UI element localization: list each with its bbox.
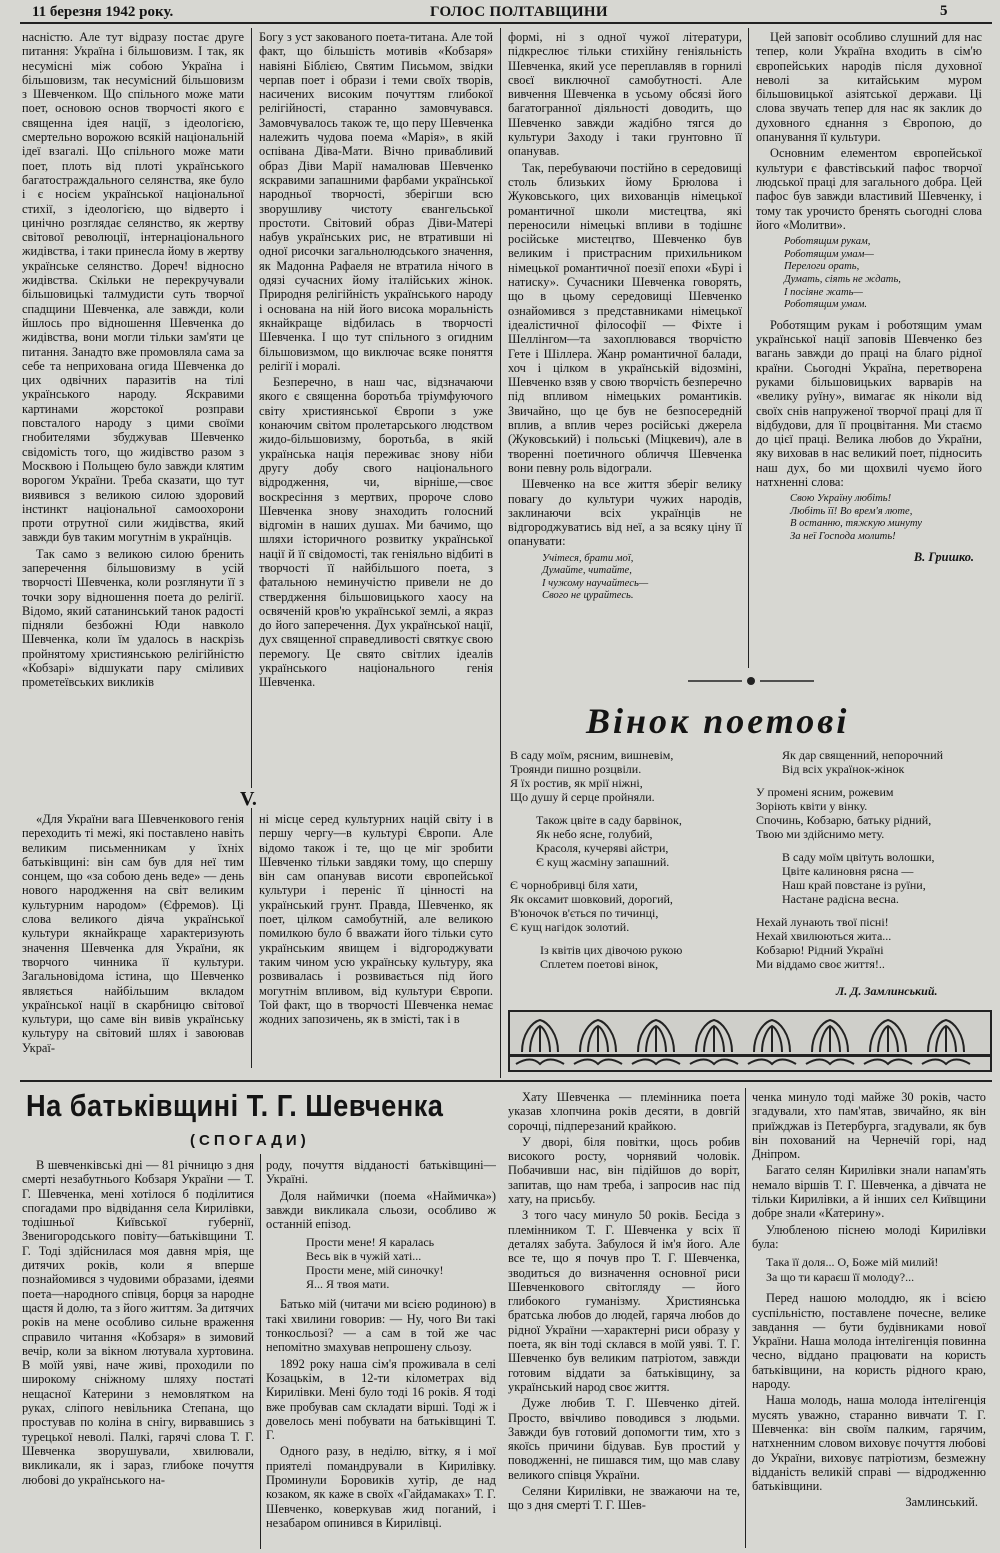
paragraph: роду, почуття відданості батьківщині—Україні.: [266, 1158, 496, 1187]
verse-line: Є кущ нагідок золотий.: [510, 920, 630, 934]
verse-line: Любіть її! Во врем'я люте,: [790, 505, 913, 517]
verse-line: Думайте, читайте,: [542, 565, 632, 577]
paragraph: Хату Шевченка — племінника поета указав хлопчина років десяти, в довгій сорочці, підперезаний крайкою.: [508, 1090, 740, 1133]
column-divider: [251, 808, 252, 1068]
article-column-3: [508, 30, 742, 670]
verse-line: Перелоги орать,: [784, 261, 860, 273]
verse-line: Така її доля... О, Боже мій милий!: [766, 1255, 939, 1270]
verse-line: Твою ми здійснимо мету.: [756, 827, 885, 841]
paragraph: Шевченко на все життя зберіг велику повагу до культури чужих народів, заклинаючи всіх українців не відгороджуватись від неї, а за всяку ціну її опанувати:: [508, 477, 742, 549]
verse-line: В саду моїм, рясним, вишневім,: [510, 748, 674, 762]
paragraph: Перед нашою молоддю, як і всією суспільністю, поставлене почесне, велике завдання — бути будівниками нової України. Наша молода інтелігенція повинна чесно, віддано працювати на користь батьківщини, на користь рідного краю, народу.: [752, 1291, 986, 1392]
section-divider: [20, 1080, 992, 1082]
verse-line: Зоріють квіти у вінку.: [756, 799, 868, 813]
issue-date: 11 березня 1942 року.: [32, 4, 174, 20]
verse-line: Як дар священний, непорочний: [782, 748, 944, 762]
paragraph: Основним елементом європейської культури є фавстівський пафос творчої людської праці для загального добра. Цей пафос був завжди властивий Шевченку, і тому так урочисто бренять сьогодні слова його «Молитви».: [756, 146, 982, 232]
verse-line: Спочинь, Кобзарю, батьку рідний,: [756, 813, 932, 827]
column-divider: [500, 28, 501, 1078]
column-divider: [251, 28, 252, 788]
poem-right-column: [756, 748, 943, 971]
verse-line: Настане радісна весна.: [782, 892, 899, 906]
paragraph: «Для України вага Шевченкового генія переходить ті межі, які поставлено навіть великим письменникам у їхніх батьківщині: він сам був для неї тим сонцем, що «за собою день веде» — день нового народження на світ великим культурним народом» (Єфремов). Ці слова великого діяча української культури якнайкраще характеризують значення Шевченка для України, як творчого чинника її культури. Загальновідома істина, що Шевченко являється найбільшим вкладом української нації в скарбницю світової культури, що саме він вивів українську культуру на світовий шлях і завоював Украї-: [22, 812, 244, 1055]
paragraph: Цей заповіт особливо слушний для нас тепер, коли Україна входить в сім'ю європейських народів після духовної неволі за китайським муром більшовицької азіятської держави. Ці слова звучать тепер для нас як заклик до духовного єднання з Європою, до опанування її культури.: [756, 30, 982, 145]
verse-line: В саду моїм цвітуть волошки,: [782, 850, 935, 864]
memoir-column-1: [22, 1158, 254, 1551]
verse-line: Роботящим умам—: [784, 248, 874, 260]
paragraph: ні місце серед культурних націй світу і в першу чергу—в культурі Європи. Але відомо також і те, що це міг зробити Шевченко тільки завдяки тому, що спершу він сам опанував висоти європейської культури і переніс її цінності на український грунт. Правда, Шевченко, як поет, цілком самобутній, але великою помилкою було б вважати його тільки суто українським явищем і відгороджувати таким чином усю українську культуру, яка розвивалась і розвивається під його могутнім впливом, від культури Європи. Той факт, що в творчості Шевченка немає жодних запозичень, як в змісті, так і в: [259, 812, 493, 1027]
paragraph: Батько мій (читачи ми всією родиною) в такі хвилини говорив: — Ну, чого Ви такі тонкосльозі? — а сам в той же час непомітно змахував непрошену сльозу.: [266, 1297, 496, 1355]
paragraph: У дворі, біля повітки, щось робив високого росту, чорнявий чоловік. Побачивши нас, він підійшов до воріт, запитав, що нам треба, і запросив нас під хату, на присьбу.: [508, 1134, 740, 1207]
verse-line: Весь вік в чужій хаті...: [306, 1249, 422, 1264]
verse-line: Також цвіте в саду барвінок,: [536, 813, 682, 827]
verse-line: Ми віддамо своє життя!..: [756, 957, 885, 971]
memoir-column-2: [266, 1158, 496, 1551]
memoir-column-3: [508, 1090, 740, 1551]
verse-line: Нехай хвилюються жита...: [756, 929, 892, 943]
verse-line: Свого не цурайтесь.: [542, 590, 634, 602]
poem-title: Вінок поетові: [586, 701, 850, 741]
article-column-2: [259, 30, 493, 790]
verse-line: Від всіх українок-жінок: [782, 762, 905, 776]
paragraph: Багато селян Кирилівки знали напам'ять немало віршів Т. Г. Шевченка, а дівчата не тільки Кирилівки, а й інших сел Київщини добре знали «Катерину».: [752, 1163, 986, 1221]
verse-line: Троянди пишно розцвіли.: [510, 762, 642, 776]
paragraph: Так, перебуваючи постійно в середовищі столь близьких йому Брюлова і Жуковського, цих вихованців німецької романтичної школи мистецтва, які переносили німецькі впливи в тодішнє російське мистецтво, Шевченко був великим і пристрасним прихильником німецької романтичної поезії епохи «Бурі і натиску». Сучасники Шевченка говорять, що в цьому середовищі Шевченко ознайомився з представниками німецької ідеалістичної філософії — Фіхте і Шеллінгом—та захоплювався творчістю Гете і Шіллера. Жанр романтичної балади, хоч і цілком в українській відозміні, Шевченко взяв у свою творчість безперечно під впливом німецьких романтиків. Звичайно, що це був не безпосередній вплив, а вплив через російські джерела (Жуковський) і польські (Міцкевич), але в творенні поетичного обличчя Шевченка вони певну роль відограли.: [508, 160, 742, 475]
verse-line: Прости мене! Я каралась: [306, 1235, 435, 1250]
author-signature: Замлинський.: [905, 1495, 978, 1510]
paragraph: 1892 року наша сім'я проживала в селі Козацькім, в 12-ти кілометрах від Кирилівки. Мені було тоді 16 років. Я тоді вже пробував сам складати вірші. Тоді ж і довелось мені побувати на батьківщині Т. Г.: [266, 1356, 496, 1443]
article-column-4: [756, 30, 982, 680]
quoted-verse: [784, 236, 982, 312]
verse-line: Свою Україну любіть!: [790, 493, 892, 505]
poem-signature: Л. Д. Замлинський.: [836, 984, 938, 998]
paragraph: Богу з уст закованого поета-титана. Але той факт, що більшість мотивів «Кобзаря» навіяні Біблією, Святим Письмом, звідки черпав поет і образи і теми своїх творів, насичених високим почуттям глибокої релігійності, старанно замовчувався. Замовчувалось також те, що перу Шевченка належить чудова поема «Марія», в якій оспівана Діва-Мати. Вічно привабливий образ Діви Марії намалював Шевченко яскравими запашними фарбами української народньої творчості, зберігши всю зворушливу чистоту євангельської простоти. Світовий образ Діви-Матері набув українських рис, не втративши ні одної рисочки загальнолюдського значення, як Мадонна Рафаеля не втратила нічого в одязі сучасних йому італійських жінок. Природня релігійність українського народу і основана на ній його висока моральність якнайкраще відбилась в творчості Шевченка. І що тут спільного з огидним більшовизмом, що виключає всяке поняття релігії і моралі.: [259, 30, 493, 373]
paragraph: Дуже любив Т. Г. Шевченко дітей. Просто, ввічливо поводився з людьми. Завжди був готовий допомогти тим, хто з якоїсь причини бідував. Був простий у поводженні, не пишався тим, що мав славу великого співця України.: [508, 1396, 740, 1482]
verse-line: Наш край повстане із руїни,: [782, 878, 926, 892]
paragraph: Улюбленою піснею молоді Кирилівки була:: [752, 1222, 986, 1251]
verse-line: Є кущ жасміну запашний.: [536, 855, 670, 869]
verse-line: Красоля, кучеряві айстри,: [536, 841, 669, 855]
paragraph: З того часу минуло 50 років. Бесіда з племінником Т. Г. Шевченка у всіх її деталях забута. Забулося й ім'я його. Але все те, що я почув про Т. Г. Шевченка, зводиться до визначення основної риси Шевченкового світогляду — його глибокого гуманізму. Християнська братська любов до людей, гаряча любов до рідної України —характерні риси образу у поета, як він тоді склався в моїй уяві. Т. Г. Шевченко був великим патріотом, завжди готовим віддати за батьківщину, за український народ своє життя.: [508, 1208, 740, 1394]
verse-line: І чужому научайтесь—: [542, 577, 649, 589]
verse-line: Я їх ростив, як мрії ніжні,: [510, 776, 643, 790]
verse-line: Що душу й серце пройняли.: [510, 790, 655, 804]
verse-line: Цвіте калиновня рясна —: [782, 864, 914, 878]
paragraph: Доля наймички (поема «Наймичка») завжди викликала сльози, особливо ж останній епізод.: [266, 1188, 496, 1232]
verse-line: За неї Господа молить!: [790, 531, 896, 543]
paragraph: Роботящим рукам і роботящим умам української нації заповів Шевченко без вагань завжди до праці на благо рідної країни. Сьогодні Україна, перетворена руками більшовицьких варварів на «велику руїну», вимагає як ніколи від своїх снів напруженої творчої праці для її відбудови, для її процвітання. Ми стаємо до цієї праці. Велика любов до України, яку виховав в нас великий поет, підносить наш дух, бо ми щохвилі чуємо його натхненні слова:: [756, 317, 982, 489]
verse-line: Із квітів цих дівочою рукою: [540, 943, 683, 957]
paragraph: Одного разу, в неділю, вітку, я і мої приятелі помандрували в Кирилівку. Проминули Боровиків хутір, де над козаком, як каже в своїх «Гайдамаках» Т. Г. Шевченко, коверкував жид поганий, і незабаром опинився в Кирилівці.: [266, 1444, 496, 1530]
quoted-verse: [542, 553, 742, 603]
page-number: 5: [940, 3, 948, 19]
verse-line: Думать, сіять не ждать,: [784, 273, 901, 285]
verse-line: Учітеся, брати мої,: [542, 552, 634, 564]
newspaper-title: ГОЛОС ПОЛТАВЩИНИ: [430, 4, 608, 20]
paragraph: формі, ні з одної чужої літератури, підкреслює тільки стихійну геніяльність Шевченка, який усе переплавляв в горнилі своєї виключної самобутності. Але вивчення Шевченка в усьому обсязі його багатогранної діяльності доводить, що Шевченко завжди жадібно тягся до культури Заходу і таки грунтовно її опанував.: [508, 30, 742, 159]
paragraph: Наша молодь, наша молода інтелігенція мусять уважно, старанно вивчати Т. Г. Шевченка: він своїм палким, гарячим, натхненним словом виховує почуття любові до України, виховує патріотизм, безмежну відданість великій справі — відродженню батьківщини.: [752, 1393, 986, 1494]
verse-line: Кобзарю! Рідний Україні: [756, 943, 884, 957]
verse-line: В останню, тяжкую минуту: [790, 518, 922, 530]
poem-left-column: [510, 748, 682, 971]
paragraph: ченка минуло тоді майже 30 років, часто згадували, хто пам'ятав, звичайно, як він приїжджав із Петербурга, згадували, як був він похований на Чернечій горі, над Дніпром.: [752, 1090, 986, 1162]
quoted-verse: [306, 1235, 496, 1291]
article-title: На батьківщині Т. Г. Шевченка: [26, 1088, 444, 1123]
header-rule: [20, 22, 992, 24]
verse-line: В'юночок в'ється по тичинці,: [510, 906, 659, 920]
quoted-verse: [766, 1255, 986, 1285]
author-signature: В. Гришко.: [913, 549, 974, 564]
section-v-column-2: [259, 812, 493, 1067]
column-divider: [748, 28, 749, 668]
paragraph: насністю. Але тут відразу постає друге питання: Україна і більшовизм. І так, як несумісні між собою Україна і більшовизм, так несумісний більшовизм з Шевченком. Що спільного може мати поет, основою основ творчості якого є священна ідея нації, з ідеологією, смертельно ворожою всякій національній ідеї взагалі. Що спільного може мати поет, плоть від плоті українського багатостраждального селянства, яке було і є носієм української національної стихії, з ідеологією, що відверто і цинічно розглядає селянство, як жертву світової революції, інтернаціонального жидівства, і таки принесла йому в жертву українське селянство. Дореч! відносно жидівства. Скільки не перекручували більшовицькі талмудисти суть творчої спадщини Шевченка, але завжди, коли йшлось про відношення Шевченка до жидівства, вони могли тільки зам'яти це питання. Занадто вже промовляла сама за себе та неприхована огида Шевченка до цих одвічних паразитів на тілі українського народу. Яскравими картинами жорстокої розправи повсталого народу з цими своїми гнобителями збуджував Шевченко свідомість того, що жидівство разом з Москвою і Польщею було завжди клятим ворогом України. Треба сказати, що тут виявився з великою силою здоровий інстинкт національної самоохорони проти отрутної сили жидівства, який завжди був таким могутнім в українців.: [22, 30, 244, 545]
memoir-column-4: [752, 1090, 986, 1551]
verse-line: Нехай лунають твої пісні!: [756, 915, 889, 929]
article-subtitle: (СПОГАДИ): [190, 1132, 310, 1149]
verse-line: Як оксамит шовковий, дорогий,: [510, 892, 673, 906]
verse-line: Прости мене, мій синочку!: [306, 1263, 444, 1278]
section-numeral: V.: [240, 788, 257, 810]
verse-line: Є чорнобривці біля хати,: [510, 878, 638, 892]
verse-line: У промені ясним, рожевим: [756, 785, 894, 799]
verse-line: Як небо ясне, голубий,: [536, 827, 653, 841]
decorative-ornament-band: [508, 1010, 992, 1072]
column-divider: [745, 1088, 746, 1548]
ornamental-separator: [686, 674, 816, 688]
paragraph: В шевченківські дні — 81 річницю з дня смерті незабутнього Кобзаря України — Т. Г. Шевченка, мені хотілося б поділитися спогадами про відвідання села Кирилівки, тодішньої Київської губернії, Звенигородського повіту—батьківщини Т. Г. Тоді здійснилася моя давня мрія, ще дитячих років, коли я вперше познайомився з чудовими образами, ідеями поета—народного співця, борця за народне щастя й долю, та з його життям. За дитячих років на мене особливо сильне враження справило читання «Кобзаря» в зимовий вечір, коли за вікном лютувала хуртовина. В моїй уяві, наче живі, проходили по широкому сніжному шляху постаті нещасної Катерини з немовлятком на руках, сліпого невільника Степана, що простував по коліна в снігу, вирвавшись з турецької неволі. Палкі, гарячі слова Т. Г. Шевченка зворушували, хвилювали, викликали, як і зараз, глибоке почуття любові до українського на-: [22, 1158, 254, 1487]
verse-line: За що ти караєш її молоду?...: [766, 1270, 915, 1285]
quoted-verse: [790, 493, 982, 543]
column-divider: [260, 1154, 261, 1549]
verse-line: Роботящим рукам,: [784, 236, 871, 248]
article-column-1: [22, 30, 244, 790]
section-v-column-1: [22, 812, 244, 1067]
verse-line: І посіяне жать—: [784, 286, 863, 298]
verse-line: Сплетем поетові вінок,: [540, 957, 659, 971]
verse-line: Я... Я твоя мати.: [306, 1277, 390, 1292]
ornament-pattern: [510, 1012, 990, 1070]
paragraph: Так само з великою силою бренить заперечення більшовизму в усій творчості Шевченка, коли розглянути її з точки зору відношення поета до релігії. Відомо, який сатанинський танок радості підняли безбожні Юди навколо Шевченка, коли їм удалось в наскрізь пройнятому християнською релігійністю «Кобзарі» відшукати пару сміливих прометеївських викликів: [22, 546, 244, 690]
paragraph: Селяни Кирилівки, не зважаючи на те, що з дня смерті Т. Г. Шев-: [508, 1484, 740, 1513]
paragraph: Безперечно, в наш час, відзначаючи якого є священна боротьба тріумфуючого світу християнської Європи з уже конаючим світом пролетарського людством жидо-більшовизму, боротьба, в якій українська нація переживає знову ніби другу добу свого національного відродження, чи, вірніше,—своє воскресіння з мертвих, пророче слово Шевченка знову знаходить голосний відгомін в наших душах. Ми бачимо, що шляхи історичного розвитку української нації й її свідомості, так геніяльно відбиті в творчості її найбільшого поета, з фатальною неминучістю привели не до ствердження більшовицького хаосу на освяченій кров'ю української землі, а якраз до його заперечення. Дух української нації, дух священної справедливості святкує свою перемогу. Це свято світлих ідеалів українського національного генія Шевченка.: [259, 375, 493, 690]
verse-line: Роботящим умам.: [784, 299, 868, 311]
